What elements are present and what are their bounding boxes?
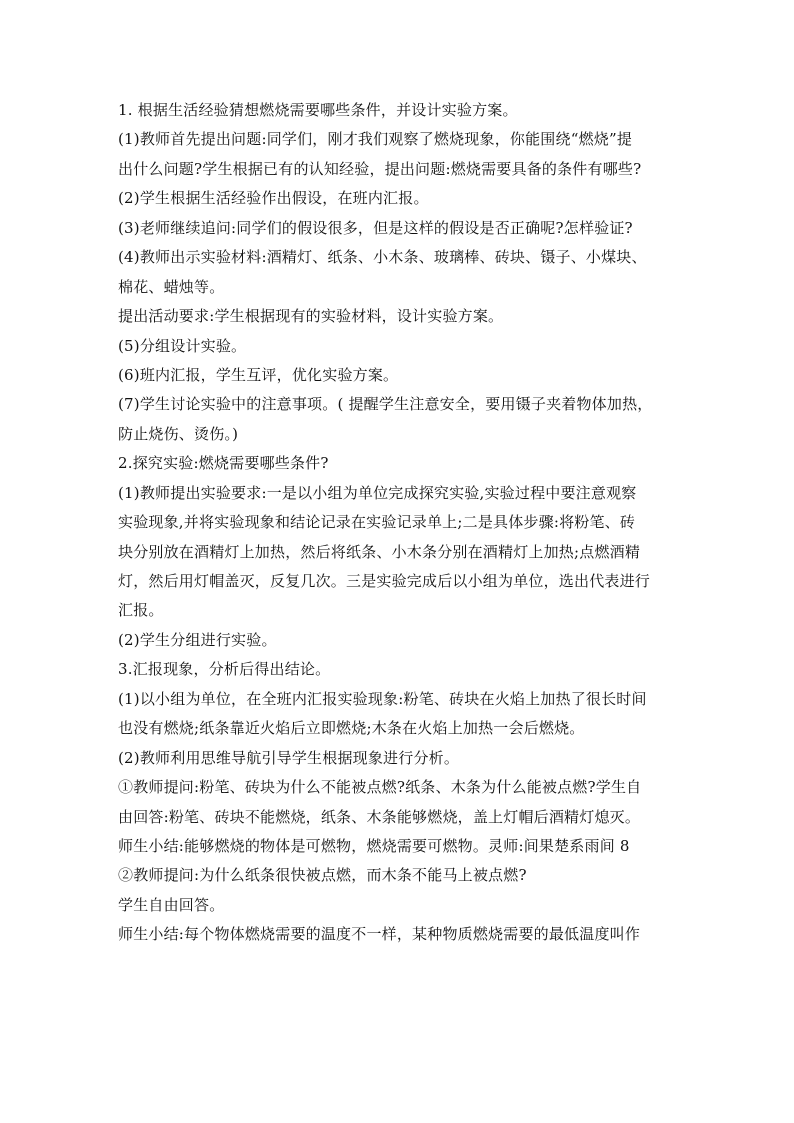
paragraph-line: 提出活动要求:学生根据现有的实验材料，设计实验方案。 (118, 307, 504, 326)
paragraph-line: ①教师提问:粉笔、砖块为什么不能被点燃?纸条、木条为什么能被点燃?学生自 (118, 778, 642, 797)
document-body (118, 96, 678, 950)
paragraph-line: (3)老师继续追问:同学们的假设很多，但是这样的假设是否正确呢?怎样验证? (118, 218, 633, 237)
paragraph-line: 也没有燃烧;纸条靠近火焰后立即燃烧;木条在火焰上加热一会后燃烧。 (118, 719, 585, 738)
paragraph-line: 出什么问题?学生根据已有的认知经验，提出问题:燃烧需要具备的条件有哪些? (118, 159, 642, 178)
paragraph-line: 实验现象,并将实验现象和结论记录在实验记录单上;二是具体步骤:将粉笔、砖 (118, 513, 636, 532)
paragraph-line: (4)教师出示实验材料:酒精灯、纸条、小木条、玻璃棒、砖块、镊子、小煤块、 (118, 248, 647, 267)
paragraph-line: 灯，然后用灯帽盖灭，反复几次。三是实验完成后以小组为单位，选出代表进行 (118, 572, 651, 590)
heading-1: 1. 根据生活经验猜想燃烧需要哪些条件，并设计实验方案。 (118, 101, 518, 119)
paragraph-line: (1)以小组为单位，在全班内汇报实验现象:粉笔、砖块在火焰上加热了很长时间 (118, 689, 647, 708)
paragraph-line: 学生自由回答。 (118, 895, 225, 914)
heading-3: 3.汇报现象，分析后得出结论。 (118, 660, 331, 679)
paragraph-line: (6)班内汇报，学生互评，优化实验方案。 (118, 365, 399, 384)
paragraph-line: 师生小结:每个物体燃烧需要的温度不一样，某种物质燃烧需要的最低温度叫作 (118, 925, 641, 944)
paragraph-line: 棉花、蜡烛等。 (118, 277, 225, 296)
paragraph-line: 由回答:粉笔、砖块不能燃烧，纸条、木条能够燃烧，盖上灯帽后酒精灯熄灭。 (118, 807, 641, 826)
paragraph-line: (1)教师首先提出问题:同学们，刚才我们观察了燃烧现象，你能围绕“燃烧”提 (118, 130, 633, 149)
paragraph-line: (2)学生根据生活经验作出假设，在班内汇报。 (118, 189, 429, 208)
paragraph-line: 块分别放在酒精灯上加热，然后将纸条、小木条分别在酒精灯上加热;点燃酒精 (118, 542, 641, 561)
paragraph-line: 师生小结:能够燃烧的物体是可燃物，燃烧需要可燃物。灵师:间果楚系雨间 8 (118, 836, 630, 855)
paragraph-line: (7)学生讨论实验中的注意事项。( 提醒学生注意安全，要用镊子夹着物体加热， (118, 395, 653, 414)
paragraph-line: (2)教师利用思维导航引导学生根据现象进行分析。 (118, 748, 460, 767)
paragraph-line: ②教师提问:为什么纸条很快被点燃，而木条不能马上被点燃? (118, 866, 527, 885)
paragraph-line: (1)教师提出实验要求:一是以小组为单位完成探究实验,实验过程中要注意观察 (118, 483, 637, 502)
paragraph-line: (2)学生分组进行实验。 (118, 630, 277, 649)
paragraph-line: 汇报。 (118, 601, 164, 620)
paragraph-line: 防止烧伤、烫伤。) (118, 424, 239, 443)
paragraph-line: (5)分组设计实验。 (118, 336, 247, 355)
heading-2: 2.探究实验:燃烧需要哪些条件? (118, 454, 329, 473)
